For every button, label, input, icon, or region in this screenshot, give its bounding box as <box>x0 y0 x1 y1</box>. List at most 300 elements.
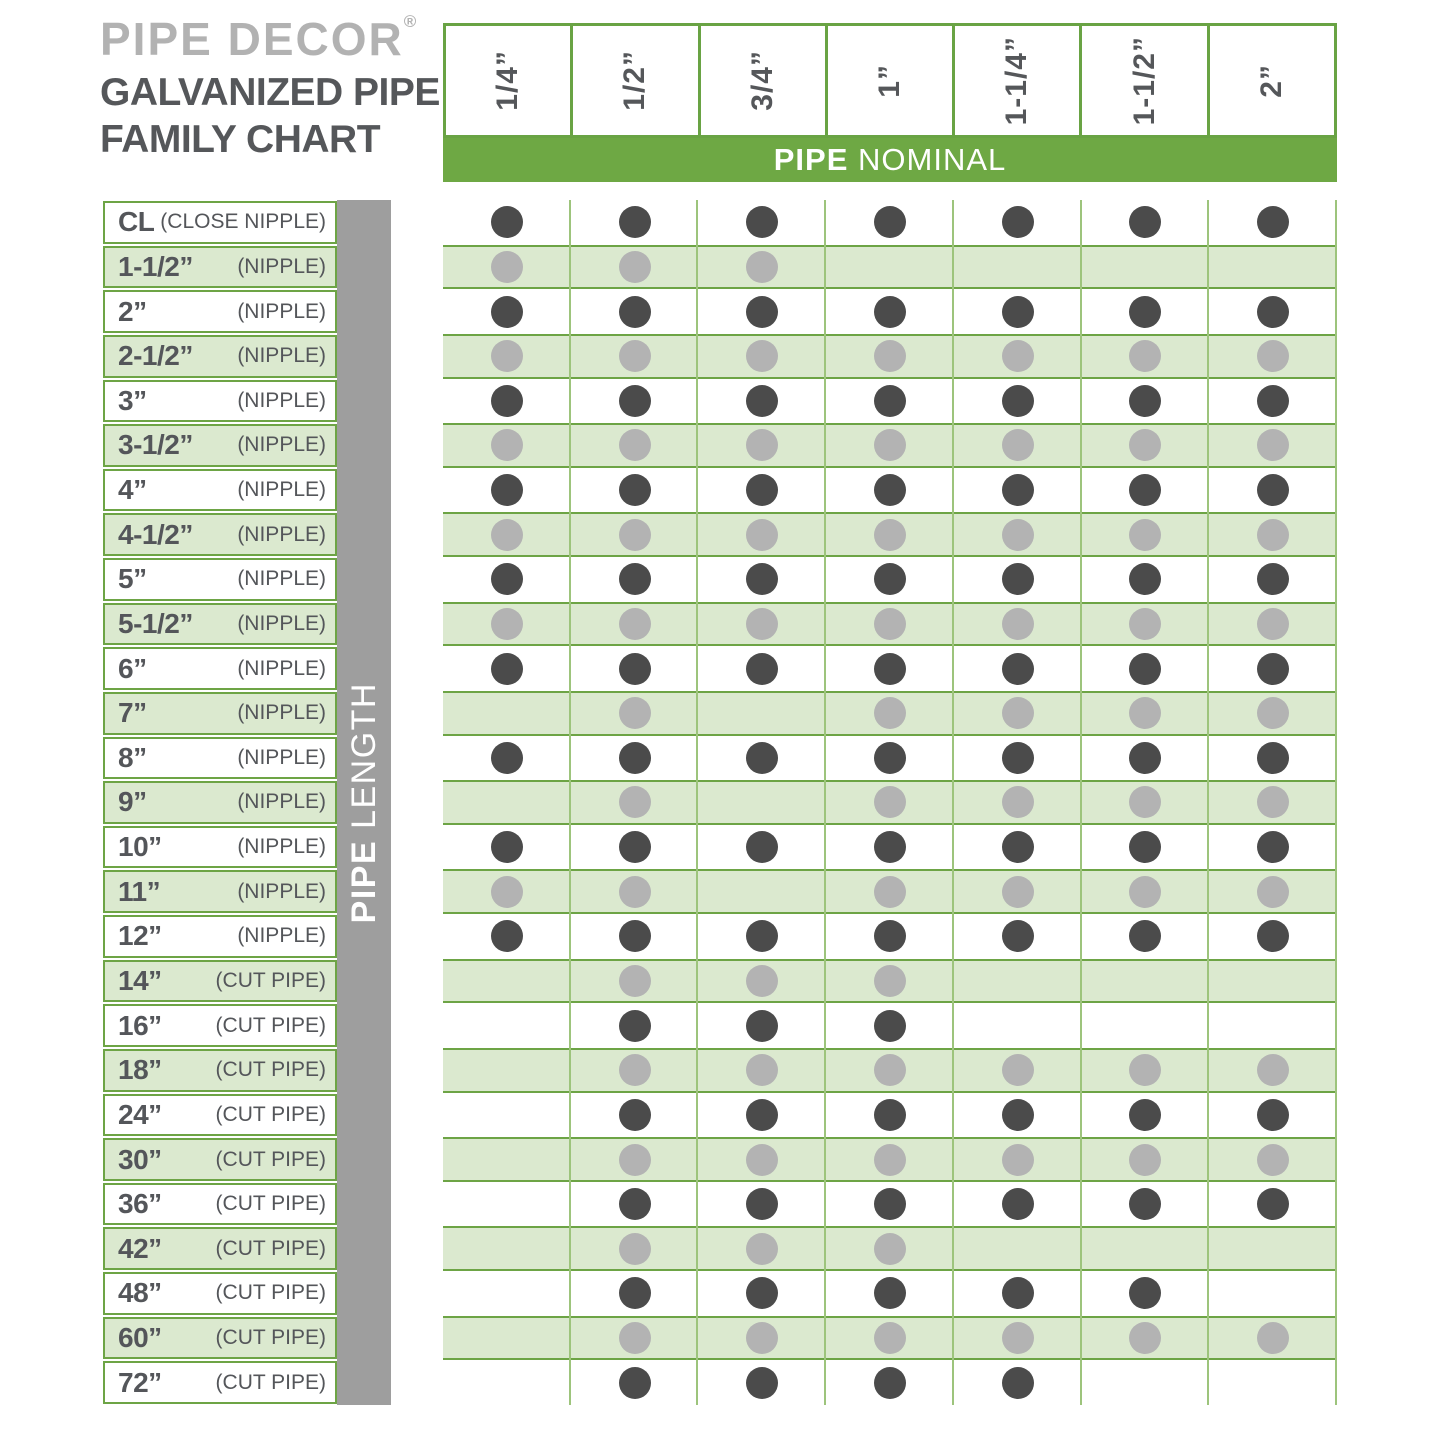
grid-cell <box>1209 1360 1337 1405</box>
availability-dot <box>746 519 778 551</box>
grid-cell <box>954 646 1082 691</box>
availability-dot <box>491 519 523 551</box>
column-header-label: 3/4” <box>745 50 779 111</box>
grid-cell <box>954 468 1082 513</box>
grid-cell <box>1082 1093 1210 1138</box>
availability-dot <box>874 1188 906 1220</box>
grid-cell <box>1209 1139 1337 1180</box>
availability-dot <box>874 296 906 328</box>
availability-dot <box>746 1054 778 1086</box>
grid-cell <box>443 1050 571 1091</box>
grid-cell <box>954 1318 1082 1359</box>
availability-dot <box>874 1322 906 1354</box>
availability-dot <box>1257 786 1289 818</box>
grid-cell <box>1082 468 1210 513</box>
availability-dot <box>1002 1099 1034 1131</box>
column-header <box>825 23 955 138</box>
grid-cell <box>954 914 1082 959</box>
grid-row <box>443 468 1337 513</box>
grid-cell <box>571 468 699 513</box>
grid-cell <box>1209 289 1337 334</box>
availability-dot <box>746 1144 778 1176</box>
grid-cell <box>698 468 826 513</box>
availability-dot <box>746 1233 778 1265</box>
column-header <box>952 23 1082 138</box>
row-label <box>103 1183 337 1226</box>
availability-dot <box>874 786 906 818</box>
availability-dot <box>746 474 778 506</box>
grid-cell <box>698 871 826 912</box>
grid-cell <box>698 247 826 288</box>
grid-cell <box>571 379 699 424</box>
grid-cell <box>698 200 826 245</box>
grid-cell <box>1082 736 1210 781</box>
grid-cell <box>826 871 954 912</box>
availability-dot <box>1257 1054 1289 1086</box>
grid-cell <box>443 1182 571 1227</box>
availability-dot <box>746 608 778 640</box>
grid-cell <box>571 557 699 602</box>
availability-dot <box>1002 786 1034 818</box>
row-label <box>103 1049 337 1092</box>
grid-cell <box>826 289 954 334</box>
grid-cell <box>571 1093 699 1138</box>
availability-dot <box>1002 608 1034 640</box>
availability-dot <box>491 296 523 328</box>
availability-dot <box>874 697 906 729</box>
row-kind: (CUT PIPE) <box>215 1147 326 1171</box>
grid-cell <box>443 1318 571 1359</box>
grid-cell <box>571 782 699 823</box>
grid-cell <box>954 1139 1082 1180</box>
row-kind: (CUT PIPE) <box>215 969 326 993</box>
row-size: 24” <box>118 1098 162 1130</box>
availability-dot <box>874 965 906 997</box>
availability-dot <box>746 1188 778 1220</box>
grid-cell <box>826 961 954 1002</box>
availability-dot <box>746 340 778 372</box>
grid-cell <box>1209 1050 1337 1091</box>
row-kind: (CUT PIPE) <box>215 1281 326 1305</box>
row-size: 10” <box>118 831 162 863</box>
availability-dot <box>491 608 523 640</box>
availability-dot <box>619 1099 651 1131</box>
grid-cell <box>826 379 954 424</box>
availability-dot <box>1129 474 1161 506</box>
availability-dot <box>874 876 906 908</box>
row-size: 4” <box>118 474 147 506</box>
grid-cell <box>954 1093 1082 1138</box>
availability-dot <box>874 1367 906 1399</box>
grid-cell <box>954 1360 1082 1405</box>
grid-cell <box>1209 871 1337 912</box>
availability-dot <box>1002 831 1034 863</box>
row-size: CL <box>118 206 155 238</box>
grid-cell <box>698 1182 826 1227</box>
row-label <box>103 1317 337 1360</box>
grid-cell <box>571 514 699 555</box>
row-label <box>103 424 337 467</box>
column-header <box>443 23 573 138</box>
grid-cell <box>571 425 699 466</box>
row-kind: (CUT PIPE) <box>215 1236 326 1260</box>
row-size: 3-1/2” <box>118 429 193 461</box>
row-kind: (NIPPLE) <box>237 924 326 948</box>
grid-cell <box>571 914 699 959</box>
grid-cell <box>1082 1003 1210 1048</box>
availability-dot <box>1129 519 1161 551</box>
grid-row <box>443 289 1337 334</box>
grid-cell <box>1082 557 1210 602</box>
grid-cell <box>1082 782 1210 823</box>
availability-dot <box>491 340 523 372</box>
grid-row <box>443 869 1337 914</box>
availability-dot <box>619 429 651 461</box>
row-size: 9” <box>118 786 147 818</box>
row-size: 48” <box>118 1277 162 1309</box>
grid-cell <box>826 1003 954 1048</box>
grid-cell <box>826 425 954 466</box>
grid-cell <box>571 200 699 245</box>
column-header <box>698 23 828 138</box>
row-kind: (NIPPLE) <box>237 344 326 368</box>
grid-cell <box>954 247 1082 288</box>
availability-dot <box>746 653 778 685</box>
grid-cell <box>826 782 954 823</box>
availability-dot <box>1002 296 1034 328</box>
availability-dot <box>1257 474 1289 506</box>
grid-cell <box>826 247 954 288</box>
availability-dot <box>1002 1322 1034 1354</box>
grid-cell <box>826 914 954 959</box>
grid-row <box>443 646 1337 691</box>
grid-row <box>443 1048 1337 1093</box>
row-size: 8” <box>118 741 147 773</box>
row-kind: (NIPPLE) <box>237 478 326 502</box>
availability-dot <box>874 1054 906 1086</box>
row-label <box>103 513 337 556</box>
grid-cell <box>1209 604 1337 645</box>
row-kind: (NIPPLE) <box>237 701 326 725</box>
availability-dot <box>619 1054 651 1086</box>
grid-cell <box>954 1182 1082 1227</box>
grid-cell <box>1209 379 1337 424</box>
availability-dot <box>1002 742 1034 774</box>
grid-cell <box>1082 247 1210 288</box>
grid-cell <box>954 1271 1082 1316</box>
row-label <box>103 558 337 601</box>
row-size: 18” <box>118 1054 162 1086</box>
grid-cell <box>571 1271 699 1316</box>
column-header-label: 1-1/2” <box>1127 35 1161 126</box>
grid-cell <box>826 1093 954 1138</box>
grid-row <box>443 691 1337 736</box>
grid-cell <box>571 1050 699 1091</box>
pipe-length-bar <box>337 200 391 1405</box>
grid-cell <box>443 468 571 513</box>
row-label <box>103 335 337 378</box>
row-label <box>103 781 337 824</box>
grid-row <box>443 557 1337 602</box>
column-header-label: 1” <box>872 63 906 98</box>
grid-cell <box>571 336 699 377</box>
availability-dot <box>619 1277 651 1309</box>
grid-cell <box>1209 1003 1337 1048</box>
grid-cell <box>826 604 954 645</box>
grid-cell <box>1209 825 1337 870</box>
row-label <box>103 826 337 869</box>
availability-dot <box>1129 563 1161 595</box>
brand-logo <box>100 12 440 66</box>
grid-cell <box>698 1139 826 1180</box>
grid-row <box>443 379 1337 424</box>
grid-cell <box>443 425 571 466</box>
availability-dot <box>1129 1144 1161 1176</box>
availability-dot <box>1129 296 1161 328</box>
grid-cell <box>954 693 1082 734</box>
availability-dot <box>619 1367 651 1399</box>
availability-dot <box>1002 340 1034 372</box>
availability-dot <box>1257 653 1289 685</box>
availability-dot <box>491 429 523 461</box>
grid-row <box>443 423 1337 468</box>
availability-dot <box>619 697 651 729</box>
pipe-length-bold: PIPE <box>344 839 383 924</box>
grid-cell <box>698 736 826 781</box>
grid-row <box>443 334 1337 379</box>
availability-dot <box>874 920 906 952</box>
grid-cell <box>954 1003 1082 1048</box>
grid-cell <box>1082 693 1210 734</box>
row-kind: (NIPPLE) <box>237 611 326 635</box>
grid-cell <box>1082 1139 1210 1180</box>
grid-cell <box>1209 1093 1337 1138</box>
availability-dot <box>874 1233 906 1265</box>
availability-dot <box>491 742 523 774</box>
availability-dot <box>1129 653 1161 685</box>
row-kind: (NIPPLE) <box>237 254 326 278</box>
row-label <box>103 1094 337 1137</box>
row-size: 36” <box>118 1188 162 1220</box>
row-size: 5-1/2” <box>118 607 193 639</box>
grid-cell <box>1082 914 1210 959</box>
grid-row <box>443 1271 1337 1316</box>
grid-cell <box>571 1182 699 1227</box>
availability-dot <box>746 206 778 238</box>
grid-cell <box>826 646 954 691</box>
availability-dot <box>1257 1099 1289 1131</box>
grid-cell <box>698 336 826 377</box>
grid-cell <box>1082 871 1210 912</box>
grid-cell <box>443 646 571 691</box>
pipe-nominal-bold: PIPE <box>773 142 849 177</box>
grid-cell <box>826 736 954 781</box>
chart-title-line1: GALVANIZED PIPE <box>100 71 440 114</box>
grid-cell <box>571 693 699 734</box>
availability-dot <box>1129 786 1161 818</box>
column-header <box>570 23 700 138</box>
grid-cell <box>826 336 954 377</box>
row-size: 2” <box>118 295 147 327</box>
row-kind: (CUT PIPE) <box>215 1013 326 1037</box>
availability-dot <box>746 1322 778 1354</box>
availability-dot <box>1002 1144 1034 1176</box>
availability-dot <box>491 563 523 595</box>
availability-dot <box>619 206 651 238</box>
availability-dot <box>1257 1144 1289 1176</box>
row-label <box>103 1138 337 1181</box>
availability-dot <box>746 1277 778 1309</box>
grid-cell <box>1209 782 1337 823</box>
availability-dot <box>874 474 906 506</box>
grid-cell <box>698 289 826 334</box>
grid-row <box>443 1226 1337 1271</box>
availability-dot <box>1257 920 1289 952</box>
grid-cell <box>1082 1271 1210 1316</box>
grid-cell <box>1209 557 1337 602</box>
row-label <box>103 380 337 423</box>
row-kind: (NIPPLE) <box>237 567 326 591</box>
grid-row <box>443 1316 1337 1361</box>
availability-dot <box>619 920 651 952</box>
grid-cell <box>954 425 1082 466</box>
grid-cell <box>954 825 1082 870</box>
grid-cell <box>1082 425 1210 466</box>
grid-cell <box>571 871 699 912</box>
availability-dot <box>1129 1322 1161 1354</box>
availability-dot <box>619 1233 651 1265</box>
grid-cell <box>954 782 1082 823</box>
row-label <box>103 290 337 333</box>
availability-dot <box>874 429 906 461</box>
availability-dot <box>746 1099 778 1131</box>
grid-cell <box>698 379 826 424</box>
row-label <box>103 201 337 244</box>
availability-dot <box>619 251 651 283</box>
grid-row <box>443 200 1337 245</box>
availability-dot <box>746 563 778 595</box>
availability-dot <box>619 1188 651 1220</box>
grid-row <box>443 1003 1337 1048</box>
grid-cell <box>1082 1228 1210 1269</box>
availability-dot <box>1257 296 1289 328</box>
row-size: 42” <box>118 1232 162 1264</box>
row-label <box>103 1361 337 1404</box>
grid-cell <box>954 200 1082 245</box>
grid-cell <box>1209 514 1337 555</box>
pipe-nominal-banner <box>443 138 1337 182</box>
availability-dot <box>1002 697 1034 729</box>
availability-dot <box>874 563 906 595</box>
availability-dot <box>1129 1277 1161 1309</box>
row-size: 5” <box>118 563 147 595</box>
grid-cell <box>571 289 699 334</box>
availability-dot <box>746 429 778 461</box>
availability-dot <box>746 920 778 952</box>
column-header-label: 1/4” <box>491 50 525 111</box>
availability-dot <box>1002 876 1034 908</box>
availability-dot <box>619 519 651 551</box>
row-size: 14” <box>118 965 162 997</box>
grid-cell <box>443 1228 571 1269</box>
availability-dot <box>1129 1054 1161 1086</box>
availability-dot <box>746 831 778 863</box>
column-header <box>1207 23 1337 138</box>
row-size: 4-1/2” <box>118 518 193 550</box>
availability-dot <box>874 608 906 640</box>
grid-cell <box>826 693 954 734</box>
grid-cell <box>954 289 1082 334</box>
row-size: 1-1/2” <box>118 250 193 282</box>
grid-cell <box>1082 514 1210 555</box>
grid-cell <box>443 200 571 245</box>
grid-cell <box>1209 336 1337 377</box>
availability-dot <box>746 385 778 417</box>
grid-cell <box>698 604 826 645</box>
grid-cell <box>698 1271 826 1316</box>
availability-dot <box>1257 697 1289 729</box>
grid-cell <box>826 825 954 870</box>
grid-cell <box>443 736 571 781</box>
row-kind: (NIPPLE) <box>237 388 326 412</box>
row-label <box>103 246 337 289</box>
availability-dot <box>1257 385 1289 417</box>
grid-cell <box>443 782 571 823</box>
brand-name: PIPE DECOR <box>100 13 404 65</box>
grid-cell <box>954 336 1082 377</box>
grid-cell <box>698 1003 826 1048</box>
grid-row <box>443 736 1337 781</box>
availability-dot <box>874 1277 906 1309</box>
row-label <box>103 870 337 913</box>
row-kind: (CUT PIPE) <box>215 1192 326 1216</box>
grid-cell <box>443 1093 571 1138</box>
grid-cell <box>826 1360 954 1405</box>
grid-cell <box>571 1228 699 1269</box>
grid-cell <box>1082 1318 1210 1359</box>
availability-dot <box>1257 429 1289 461</box>
grid-cell <box>698 557 826 602</box>
availability-dot <box>1257 563 1289 595</box>
availability-dot <box>619 653 651 685</box>
availability-dot <box>746 965 778 997</box>
grid-cell <box>571 247 699 288</box>
availability-dot <box>1129 831 1161 863</box>
availability-dot <box>619 1010 651 1042</box>
availability-dot <box>1257 608 1289 640</box>
row-label-column <box>103 200 337 1405</box>
grid-row <box>443 1093 1337 1138</box>
grid-cell <box>954 604 1082 645</box>
availability-dot <box>1129 608 1161 640</box>
row-label <box>103 469 337 512</box>
availability-dot <box>619 563 651 595</box>
grid-row <box>443 914 1337 959</box>
availability-dot <box>1002 206 1034 238</box>
availability-dot <box>491 831 523 863</box>
grid-cell <box>698 1050 826 1091</box>
availability-dot <box>1002 1367 1034 1399</box>
row-kind: (NIPPLE) <box>237 522 326 546</box>
availability-dot <box>619 474 651 506</box>
grid-cell <box>698 1093 826 1138</box>
grid-row <box>443 780 1337 825</box>
availability-dot <box>619 965 651 997</box>
availability-dot <box>619 876 651 908</box>
row-kind: (NIPPLE) <box>237 879 326 903</box>
availability-dot <box>619 742 651 774</box>
availability-dot <box>874 831 906 863</box>
